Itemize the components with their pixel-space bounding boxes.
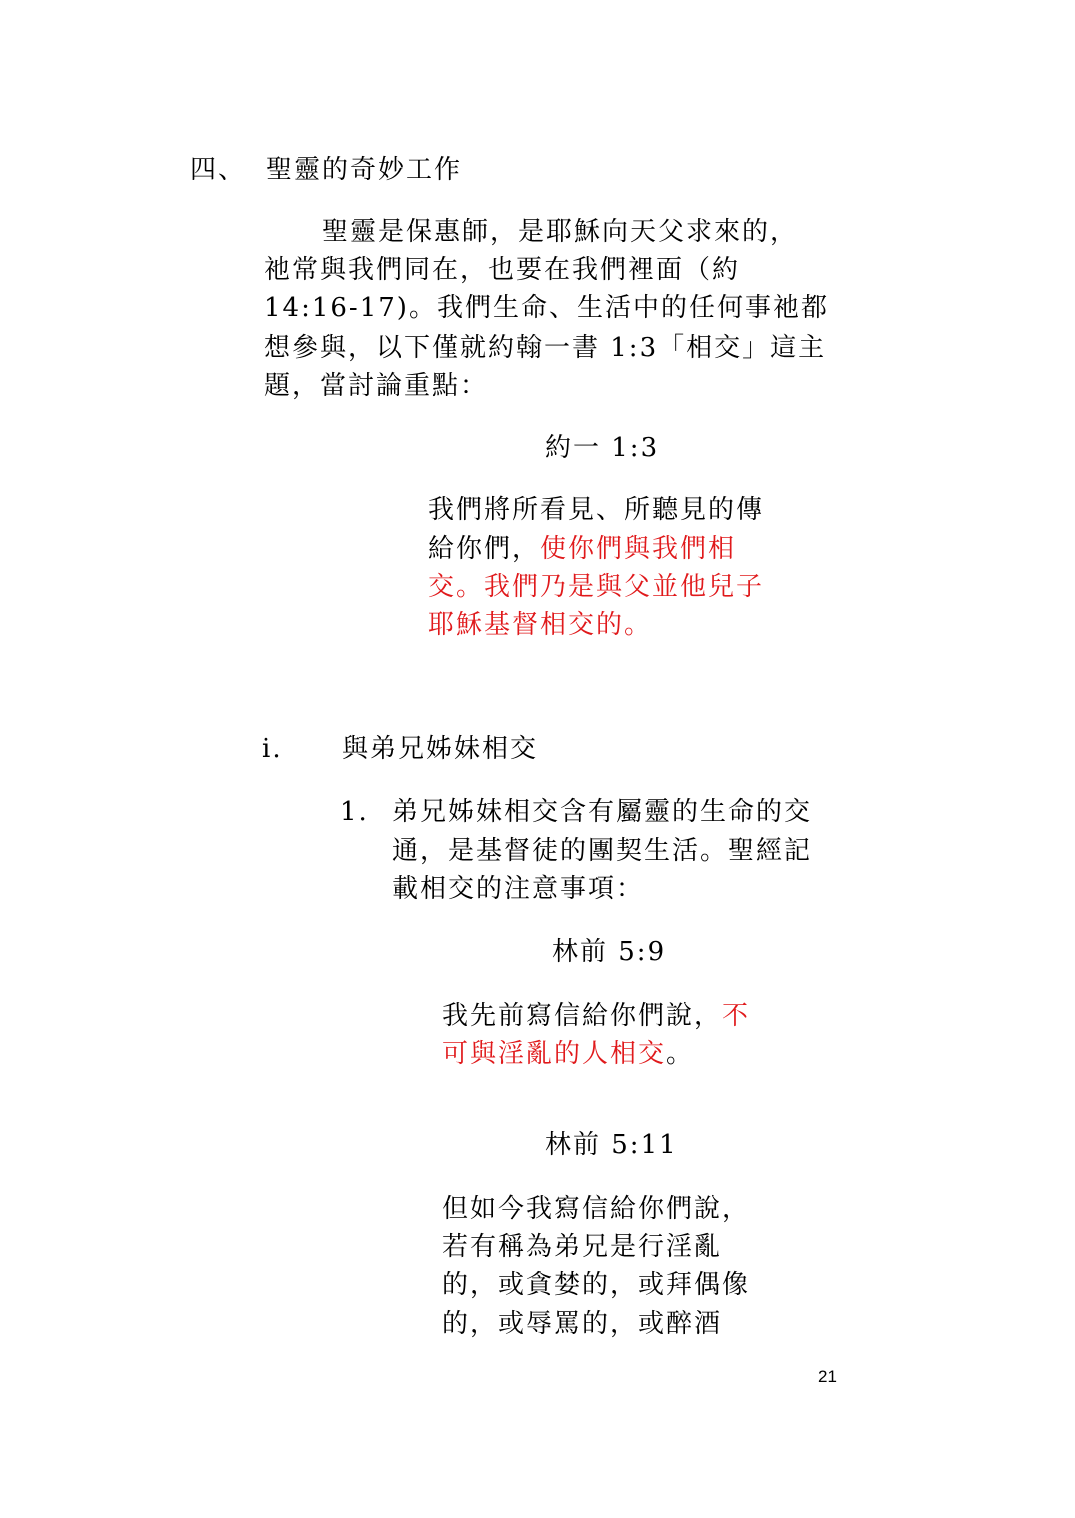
- verse-line: 我們將所看見、所聽見的傳: [428, 495, 765, 525]
- section-number: 四、: [190, 155, 247, 185]
- highlighted-verse-line: 耶穌基督相交的。: [428, 610, 653, 640]
- verse-text: 。: [666, 1039, 695, 1069]
- verse-line: [442, 1035, 694, 1073]
- verse-line: 的，或貪婪的，或拜偶像: [442, 1270, 751, 1300]
- verse-line: 的，或辱罵的，或醉酒: [442, 1309, 723, 1339]
- verse-line: 若有稱為弟兄是行淫亂: [442, 1232, 723, 1262]
- point-line: 載相交的注意事項：: [392, 874, 645, 904]
- verse-reference: 林前 5:11: [545, 1130, 678, 1160]
- verse-line: [428, 530, 736, 568]
- section-title: 聖靈的奇妙工作: [266, 155, 463, 185]
- subsection-title: 與弟兄姊妹相交: [342, 734, 539, 764]
- verse-line: [442, 997, 750, 1035]
- subsection-number: i.: [262, 734, 283, 764]
- intro-line: 祂常與我們同在，也要在我們裡面（約: [264, 255, 741, 285]
- intro-line: 題，當討論重點：: [264, 371, 489, 401]
- verse-reference: 林前 5:9: [552, 937, 667, 967]
- point-number: 1.: [340, 797, 369, 827]
- point-line: 通，是基督徒的團契生活。聖經記: [392, 836, 813, 866]
- highlighted-verse-line: 交。我們乃是與父並他兒子: [428, 572, 765, 602]
- intro-line: 14:16-17)。我們生命、生活中的任何事祂都: [264, 293, 829, 323]
- verse-line: 但如今我寫信給你們說，: [442, 1194, 751, 1224]
- highlighted-verse-text: 不: [722, 1001, 751, 1031]
- page-number: 21: [818, 1367, 837, 1386]
- intro-line: 聖靈是保惠師，是耶穌向天父求來的，: [322, 217, 799, 247]
- point-line: 弟兄姊妹相交含有屬靈的生命的交: [392, 797, 813, 827]
- verse-text: 給你們，: [428, 534, 541, 564]
- intro-line: 想參與，以下僅就約翰一書 1:3「相交」這主: [264, 333, 827, 363]
- highlighted-verse-text: 使你們與我們相: [540, 534, 737, 564]
- highlighted-verse-text: 可與淫亂的人相交: [442, 1039, 667, 1069]
- verse-text: 我先前寫信給你們說，: [442, 1001, 723, 1031]
- verse-reference: 約一 1:3: [545, 433, 660, 463]
